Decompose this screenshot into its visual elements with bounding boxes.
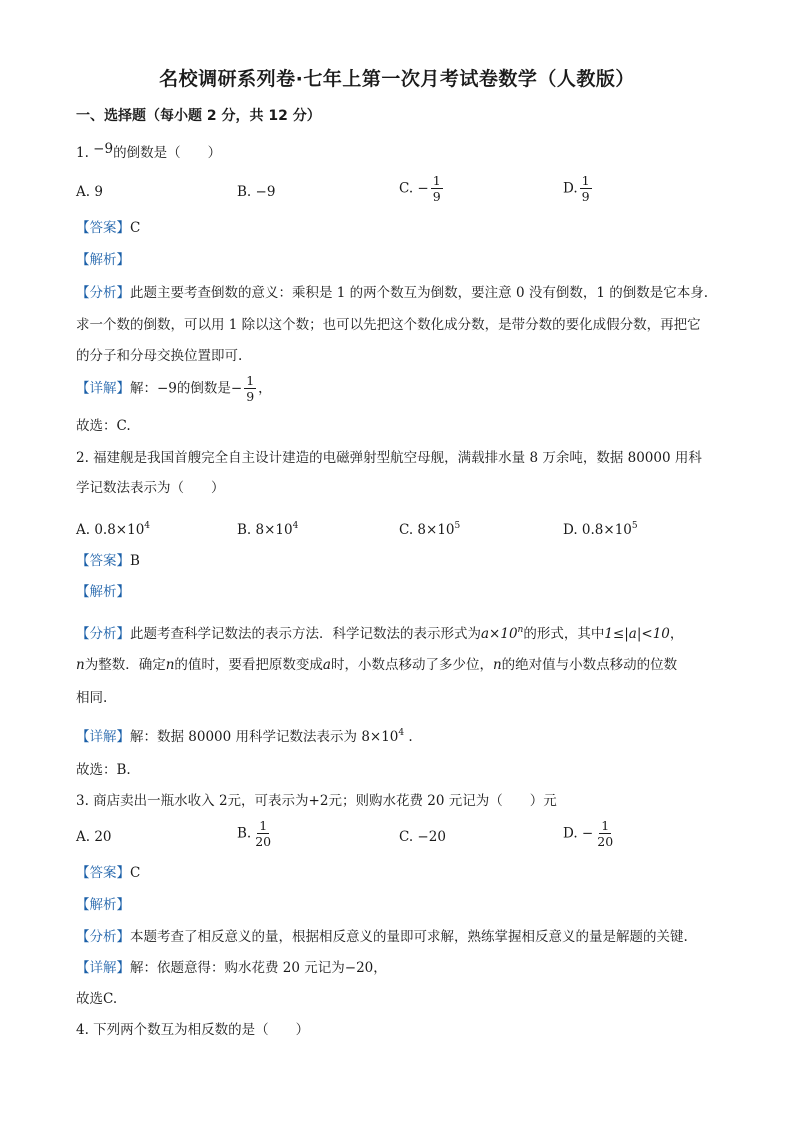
q1-analysis-line-3: 的分子和分母交换位置即可. (76, 348, 243, 364)
q2-analysis-line-3: 相同. (76, 690, 108, 706)
q1-stem: 1. −9的倒数是（ ） (76, 141, 222, 161)
q4-stem: 4. 下列两个数互为相反数的是（ ） (76, 1022, 310, 1038)
q1-stem-number: −9 (93, 141, 114, 157)
q2-analysis-line-2: n为整数．确定n的值时，要看把原数变成a时，小数点移动了多少位，n的绝对值与小数点移动的位数 (76, 657, 678, 673)
q1-analysis-heading: 【解析】 (76, 252, 130, 268)
page-title: 名校调研系列卷·七年上第一次月考试卷数学（人教版） (159, 68, 635, 90)
q3-choice: 故选C. (76, 991, 118, 1007)
q3-option-b-fraction: $\frac{1}{20}$ (255, 818, 272, 849)
q3-option-a: A. 20 (76, 829, 112, 845)
q2-option-c: C. $8\times 10^5$ (399, 521, 461, 538)
q1-analysis-line-2: 求一个数的倒数，可以用 1 除以这个数；也可以先把这个数化成分数，是带分数的要化成假分数，再把它 (76, 317, 701, 333)
q3-option-b: B. $\frac{1}{20}$ (237, 818, 272, 849)
q2-option-a: A. $0.8\times 10^4$ (76, 521, 151, 538)
q3-answer: 【答案】C (76, 865, 141, 881)
q1-answer: 【答案】C (76, 220, 141, 236)
q2-stem-line-1: 2. 福建舰是我国首艘完全自主设计建造的电磁弹射型航空母舰，满载排水量 8 万余吨，数据 80000 用科 (76, 450, 702, 466)
q1-detail-fraction: $\frac{1}{9}$ (246, 373, 255, 404)
q3-option-d-fraction: $\frac{1}{20}$ (597, 818, 614, 849)
q2-detail: 【详解】解：数据 80000 用科学记数法表示为 $8\times 10^4$ . (76, 728, 413, 745)
q3-analysis: 【分析】本题考查了相反意义的量，根据相反意义的量即可求解，熟练掌握相反意义的量是解题的关键. (76, 929, 688, 945)
q2-option-b: B. $8\times 10^4$ (237, 521, 299, 538)
section-heading: 一、选择题（每小题 2 分，共 12 分） (76, 108, 321, 124)
q3-analysis-heading: 【解析】 (76, 897, 130, 913)
q1-option-d-fraction: $\frac{1}{9}$ (581, 173, 590, 204)
q2-answer: 【答案】B (76, 553, 140, 569)
q1-detail: 【详解】解：−9的倒数是− $\frac{1}{9}$ ， (76, 373, 272, 404)
q1-option-c-fraction: $\frac{1}{9}$ (432, 173, 441, 204)
q1-choice: 故选：C. (76, 418, 131, 434)
q3-detail: 【详解】解：依题意得：购水花费 20 元记为−20， (76, 960, 387, 976)
q1-option-c: C. − $\frac{1}{9}$ (399, 173, 441, 204)
q2-stem-line-2: 学记数法表示为（ ） (76, 480, 225, 496)
q2-option-d: D. $0.8\times 10^5$ (563, 521, 638, 538)
q3-option-c: C. −20 (399, 829, 446, 845)
q1-option-b: B. −9 (237, 184, 276, 200)
q1-option-d: D. $\frac{1}{9}$ (563, 173, 590, 204)
q3-option-d: D. − $\frac{1}{20}$ (563, 818, 614, 849)
q2-analysis-line-1: 【分析】此题考查科学记数法的表示方法．科学记数法的表示形式为$a\times 10^n$的形式，其中1≤|a|<10， (76, 625, 684, 642)
q3-stem: 3. 商店卖出一瓶水收入 2元，可表示为+2元；则购水花费 20 元记为（ ）元 (76, 793, 557, 809)
q2-choice: 故选：B. (76, 762, 131, 778)
q2-analysis-heading: 【解析】 (76, 584, 130, 600)
q1-option-a: A. 9 (76, 184, 103, 200)
q1-analysis-line-1: 【分析】此题主要考查倒数的意义：乘积是 1 的两个数互为倒数，要注意 0 没有倒数，1 的倒数是它本身. (76, 285, 709, 301)
